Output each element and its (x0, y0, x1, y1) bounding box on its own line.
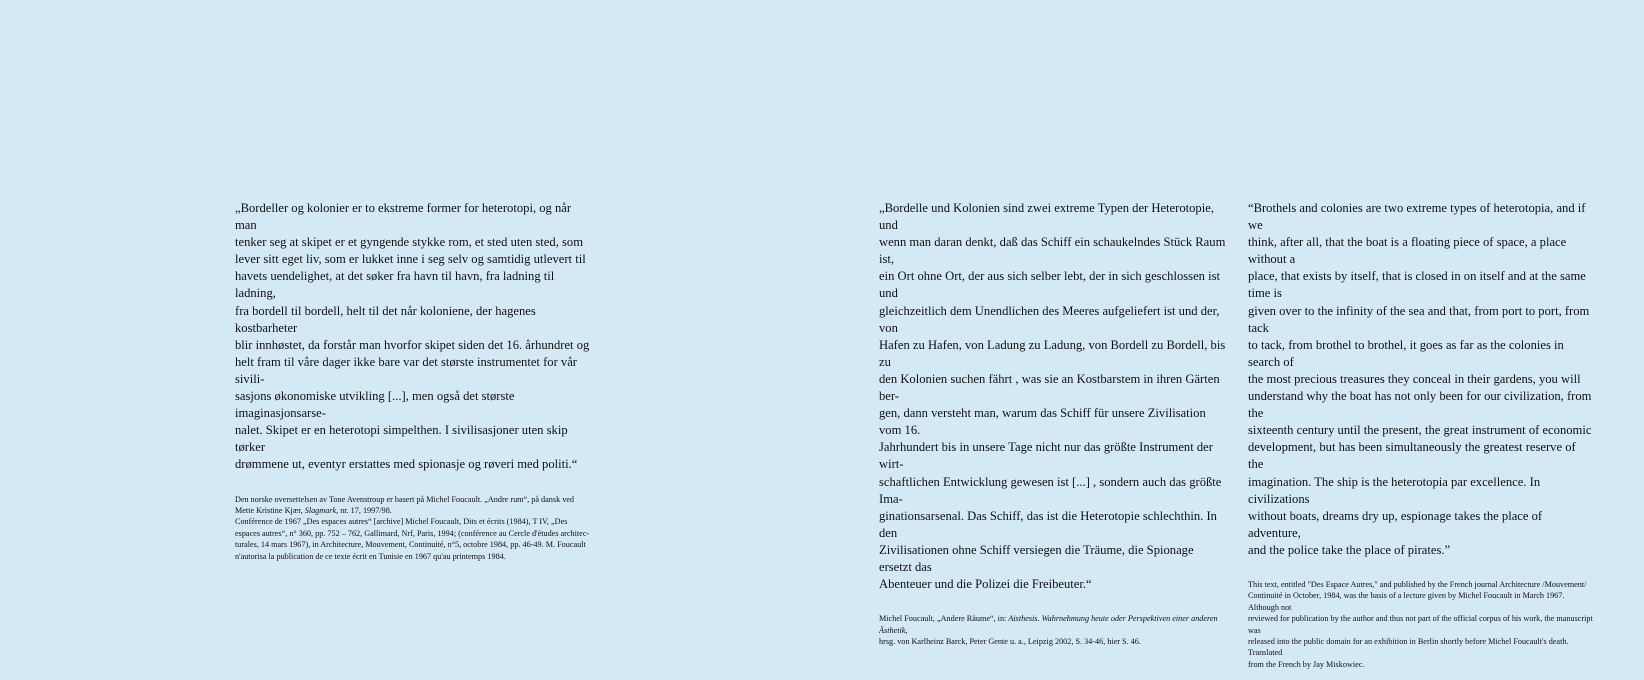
german-column (879, 200, 1227, 647)
norwegian-footnote-source: Conférence de 1967 „Des espaces autres“ [archive] Michel Foucault, Dits et écrits (1984), T IV, „Des espaces autres“, n° 360, pp. 752 – 762, Gallimard, Nrf, Paris, 1994; (conférence au Cercle d'études architec- turales, 14 mars 1967), in Architecture, Mouvement, Continuité, n°5, octobre 1984, pp. 46-49. M. Foucault n'autorisa la publication de ce texte écrit en Tunisie en 1967 qu'au printemps 1984. (235, 517, 590, 561)
english-column (1248, 200, 1594, 670)
english-quote: “Brothels and colonies are two extreme types of heterotopia, and if we think, after all, that the boat is a floating piece of space, a place without a place, that exists by itself, that is closed in on itself and at the same time is given over to the infinity of the sea and that, from port to port, from tack to tack, from brothel to brothel, it goes as far as the colonies in search of the most precious treasures they conceal in their gardens, you will understand why the boat has not only been for our civilization, from the sixteenth century until the present, the great instrument of economic development, but has been simultaneously the greatest reserve of the imagination. The ship is the heterotopia par excellence. In civilizations without boats, dreams dry up, espionage takes the place of adventure, and the police take the place of pirates.” (1248, 201, 1592, 557)
norwegian-footnote-title: Slagmark (304, 505, 337, 515)
norwegian-column (235, 200, 595, 562)
german-footnote (879, 613, 1227, 647)
german-footnote-end: , hrsg. von Karlheinz Barck, Peter Gente u. a., Leipzig 2002, S. 34-46, hier S. 46. (879, 625, 1141, 646)
german-quote: „Bordelle und Kolonien sind zwei extreme Typen der Heterotopie, und wenn man daran denkt, daß das Schiff ein schaukelndes Stück Raum ist, ein Ort ohne Ort, der aus sich selber lebt, der in sich geschlossen ist und gleichzeitlich dem Unendlichen des Meeres aufgeliefert ist und der, von Hafen zu Hafen, von Ladung zu Ladung, von Bordell zu Bordell, bis zu den Kolonien suchen fährt , was sie an Kostbarstem in ihren Gärten ber- gen, dann versteht man, warum das Schiff für unsere Zivilisation vom 16. Jahrhundert bis in unsere Tage nicht nur das größte Instrument der wirt- schaftlichen Entwicklung gewesen ist [...] , sondern auch das größte Ima- ginationsarsenal. Das Schiff, das ist die Heterotopie schlechthin. In den Zivilisationen ohne Schiff versiegen die Träume, die Spionage ersetzt das Abenteuer und die Polizei die Freibeuter.“ (879, 201, 1226, 592)
norwegian-footnote (235, 494, 595, 562)
norwegian-footnote-end: , nr. 17, 1997/98. (336, 505, 392, 515)
norwegian-footnote-text: Den norske oversettelsen av Tone Avenstroup er basert på Michel Foucault. „Andre rum“, på dansk ved Mette Kristine Kjær, (235, 494, 575, 515)
german-footnote-text: Michel Foucault, „Andere Räume“, in: (879, 614, 1009, 624)
german-footnote-title: Aisthesis. Wahrnehmung heute oder Perspektiven einer anderen Ästhetik (879, 614, 1218, 635)
norwegian-quote: „Bordeller og kolonier er to ekstreme former for heterotopi, og når man tenker seg at skipet er et gyngende stykke rom, et sted uten sted, som lever sitt eget liv, som er lukket inne i seg selv og samtidig utlevert til havets uendelighet, at det søker fra havn til havn, fra ladning til ladning, fra bordell til bordell, helt til det når koloniene, der hagenes kostbarheter blir innhøstet, da forstår man hvorfor skipet siden det 16. århundret og helt fram til våre dager ikke bare var det største instrumentet for vår sivili- sasjons økonomiske utvikling [...], men også det største imaginasjonsarse- nalet. Skipet er en heterotopi simpelthen. I sivilisasjoner uten skip tørker drømmene ut, eventyr erstattes med spionasje og røveri med politi.“ (235, 201, 590, 472)
english-footnote: This text, entitled "Des Espace Autres," and published by the French journal Architecture /Mouvement/ Continuité in October, 1984, was the basis of a lecture given by Michel Foucault in March 1967. Although not reviewed for publication by the author and thus not part of the official corpus of his work, the manuscript was released into the public domain for an exhibition in Berlin shortly before Michel Foucault's death. Translated from the French by Jay Miskowiec. (1248, 579, 1593, 669)
